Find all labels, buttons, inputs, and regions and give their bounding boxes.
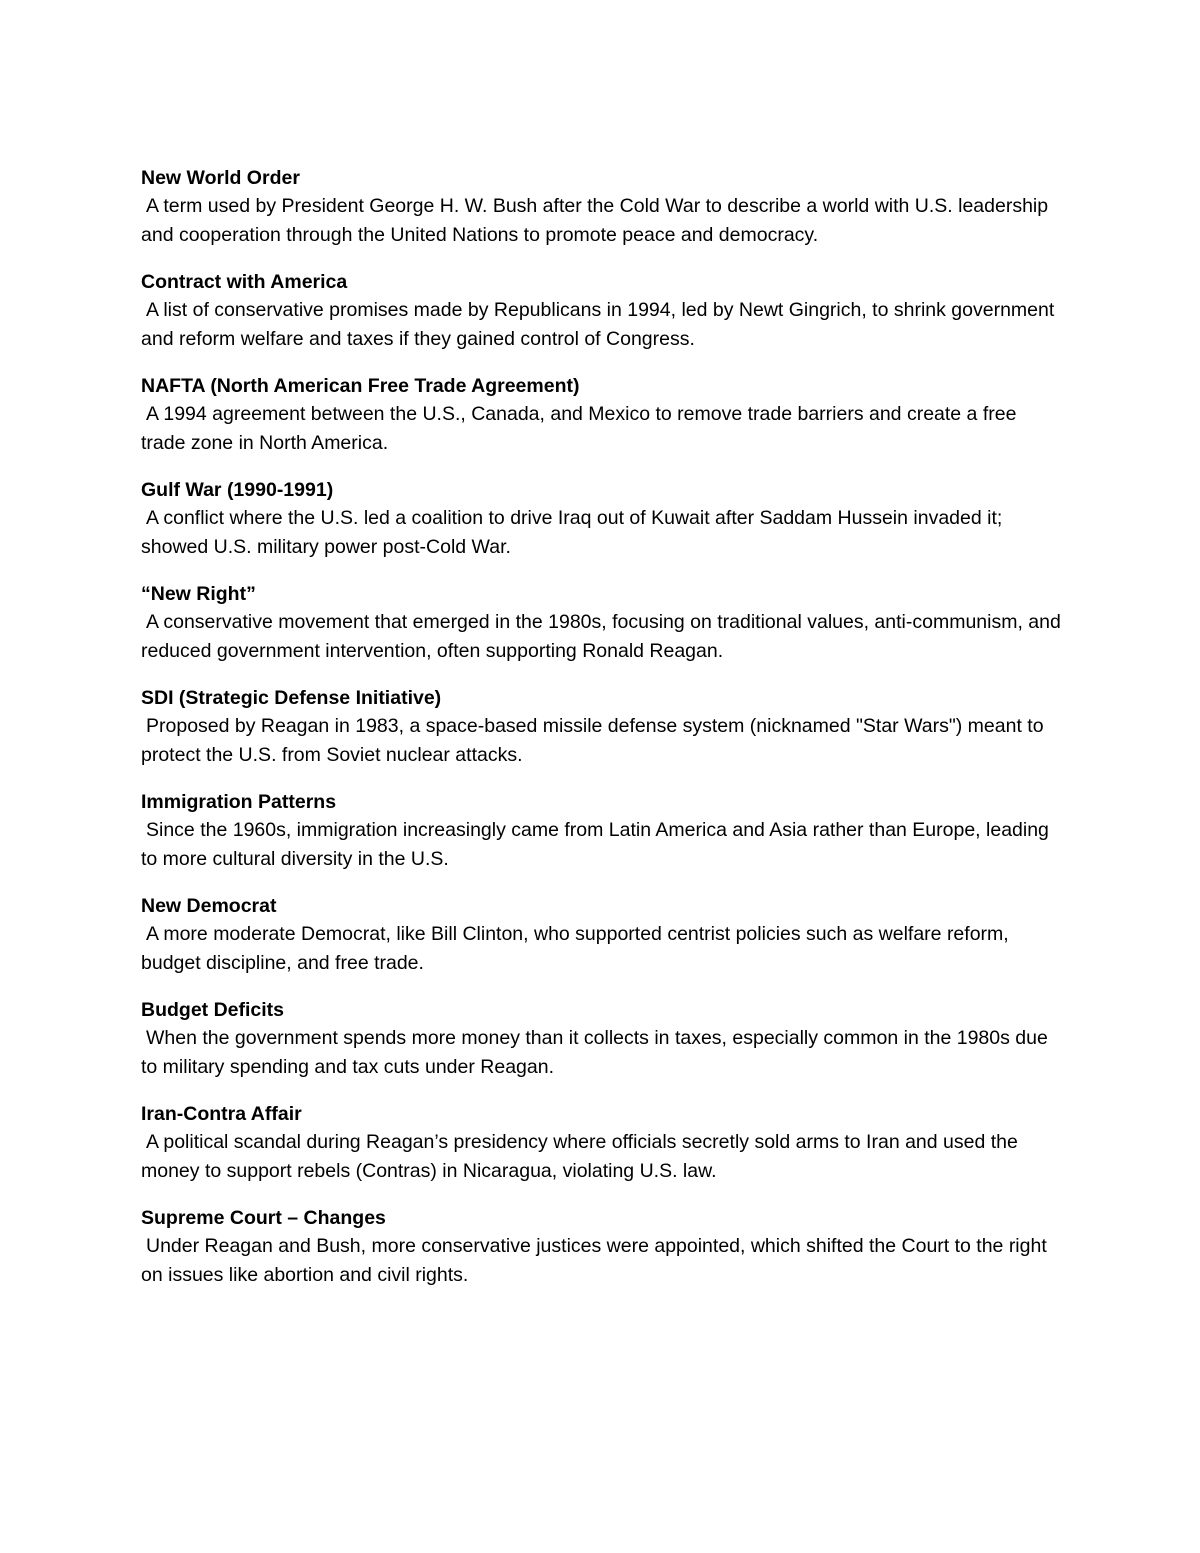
entry-definition: A political scandal during Reagan’s presidency where officials secretly sold arms to Iran and used the money to support rebels (Contras) in Nicaragua, violating U.S. law. xyxy=(141,1131,1018,1182)
entry-definition: Proposed by Reagan in 1983, a space-based missile defense system (nicknamed "Star Wars") meant to protect the U.S. from Soviet nuclear attacks. xyxy=(141,715,1044,766)
entry-term: NAFTA (North American Free Trade Agreement) xyxy=(141,375,580,397)
entry-definition: When the government spends more money than it collects in taxes, especially common in the 1980s due to military spending and tax cuts under Reagan. xyxy=(141,1027,1048,1078)
entry-definition: A term used by President George H. W. Bush after the Cold War to describe a world with U.S. leadership and cooperation through the United Nations to promote peace and democracy. xyxy=(141,195,1049,246)
glossary-entry-immigration-patterns xyxy=(141,789,1061,874)
entry-term: Iran-Contra Affair xyxy=(141,1103,302,1125)
glossary-entry-iran-contra-affair xyxy=(141,1101,1061,1186)
glossary-entry-new-right xyxy=(141,581,1061,666)
entry-definition: A conflict where the U.S. led a coalition to drive Iraq out of Kuwait after Saddam Hussein invaded it; showed U.S. military power post-Cold War. xyxy=(141,507,1003,558)
entry-term: New World Order xyxy=(141,167,300,189)
glossary-entry-gulf-war xyxy=(141,477,1061,562)
entry-definition: A conservative movement that emerged in the 1980s, focusing on traditional values, anti-communism, and reduced government intervention, often supporting Ronald Reagan. xyxy=(141,611,1061,662)
glossary-entry-new-democrat xyxy=(141,893,1061,978)
glossary-entry-budget-deficits xyxy=(141,997,1061,1082)
entry-definition: Under Reagan and Bush, more conservative justices were appointed, which shifted the Court to the right on issues like abortion and civil rights. xyxy=(141,1235,1047,1286)
entry-definition: Since the 1960s, immigration increasingly came from Latin America and Asia rather than Europe, leading to more cultural diversity in the U.S. xyxy=(141,819,1049,870)
entry-term: Budget Deficits xyxy=(141,999,285,1021)
entry-term: Gulf War (1990-1991) xyxy=(141,479,334,501)
entry-term: New Democrat xyxy=(141,895,277,917)
entry-term: Supreme Court – Changes xyxy=(141,1207,386,1229)
entry-definition: A 1994 agreement between the U.S., Canada, and Mexico to remove trade barriers and create a free trade zone in North America. xyxy=(141,403,1017,454)
entry-term: Contract with America xyxy=(141,271,348,293)
entry-definition: A more moderate Democrat, like Bill Clinton, who supported centrist policies such as welfare reform, budget discipline, and free trade. xyxy=(141,923,1009,974)
glossary-entry-new-world-order xyxy=(141,165,1061,250)
entry-term: “New Right” xyxy=(141,583,256,605)
entry-term: Immigration Patterns xyxy=(141,791,337,813)
entry-definition: A list of conservative promises made by Republicans in 1994, led by Newt Gingrich, to shrink government and reform welfare and taxes if they gained control of Congress. xyxy=(141,299,1055,350)
entry-term: SDI (Strategic Defense Initiative) xyxy=(141,687,442,709)
glossary-entry-sdi xyxy=(141,685,1061,770)
glossary-entry-nafta xyxy=(141,373,1061,458)
document-page xyxy=(141,165,1061,1309)
glossary-entry-supreme-court-changes xyxy=(141,1205,1061,1290)
glossary-entry-contract-with-america xyxy=(141,269,1061,354)
